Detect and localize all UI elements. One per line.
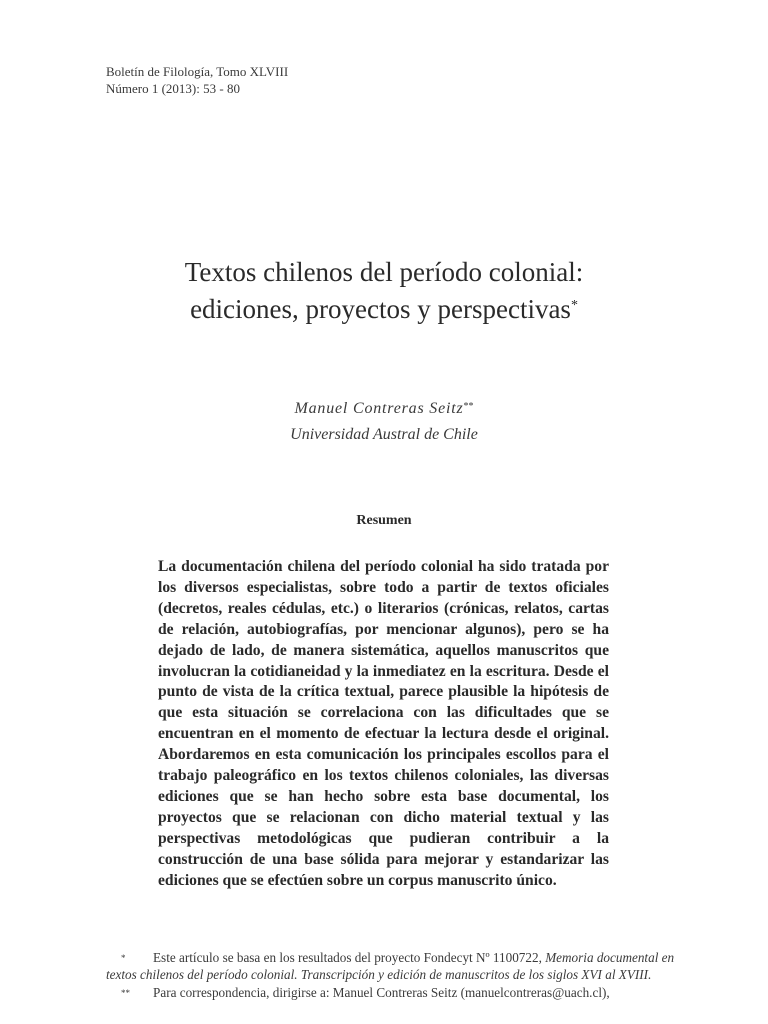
abstract-body: La documentación chilena del período colonial ha sido tratada por los diversos especialistas, sobre todo a partir de textos oficiales (decretos, reales cédulas, etc.) o literarios (crónicas, relatos, cartas de relación, autobiografías, por mencionar algunos), pero se ha dejado de lado, de manera sistemática, aquellos manuscritos que involucran la cotidianeidad y la inmediatez en la escritura. Desde el punto de vista de la crítica textual, parece plausible la hipótesis de que esta situación se correlaciona con las dificultades que se encuentran en el momento de efectuar la lectura desde el original. Abordaremos en esta comunicación los principales escollos para el trabajo paleográfico en los textos chilenos coloniales, las diversas ediciones que se han hecho sobre esta base documental, los proyectos que se relacionan con dicho material textual y las perspectivas metodológicas que pudieran contribuir a la construcción de una base sólida para mejorar y estandarizar las ediciones que se efectúen sobre un corpus manuscrito único. — [158, 558, 609, 889]
footnote-1-title: Memoria documental en textos chilenos del período colonial. Transcripción y edición de manuscritos de los siglos XVI al XVIII. — [106, 950, 675, 982]
title-line-2 — [0, 291, 768, 328]
author-line — [0, 396, 768, 422]
author-block — [0, 396, 768, 448]
footnote-2 — [106, 985, 690, 1002]
journal-header — [106, 63, 288, 97]
footnote-1 — [106, 950, 690, 983]
footnote-2-mark: ** — [121, 988, 130, 998]
abstract-heading: Resumen — [356, 513, 412, 528]
footnotes — [106, 950, 690, 1002]
footnote-1-text: Este artículo se basa en los resultados del proyecto Fondecyt Nº 1100722, — [153, 950, 546, 965]
footnote-2-text: Para correspondencia, dirigirse a: Manuel Contreras Seitz (manuelcontreras@uach.cl), — [153, 985, 610, 1000]
title-line-2-text: ediciones, proyectos y perspectivas — [190, 294, 571, 324]
author-affiliation: Universidad Austral de Chile — [290, 426, 478, 443]
footnote-1-mark: * — [121, 953, 126, 963]
author-name: Manuel Contreras Seitz — [294, 400, 464, 417]
author-footnote-mark[interactable]: ** — [463, 401, 474, 412]
journal-name: Boletín de Filología, Tomo XLVIII — [106, 64, 289, 79]
article-title — [0, 254, 768, 328]
journal-issue: Número 1 (2013): 53 - 80 — [106, 81, 240, 96]
title-line-1: Textos chilenos del período colonial: — [184, 257, 584, 287]
title-footnote-mark[interactable]: * — [570, 298, 578, 313]
